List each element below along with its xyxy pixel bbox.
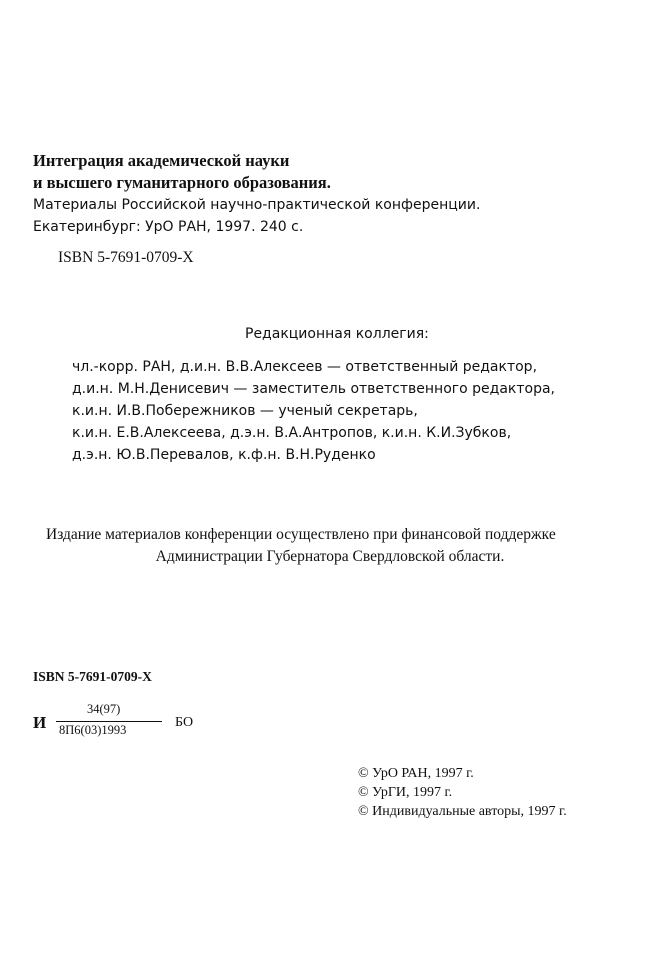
- editorial-board-heading: Редакционная коллегия:: [245, 326, 429, 342]
- book-title-line-1: Интеграция академической науки: [33, 151, 290, 170]
- editorial-board-line: к.и.н. И.В.Побережников — ученый секретарь,: [72, 403, 418, 419]
- isbn-bottom: ISBN 5-7691-0709-X: [33, 669, 152, 684]
- editorial-board-line: к.и.н. Е.В.Алексеева, д.э.н. В.А.Антропов, к.и.н. К.И.Зубков,: [72, 425, 512, 441]
- book-subtitle: Материалы Российской научно-практической конференции.: [33, 197, 481, 213]
- classification-denominator: 8П6(03)1993: [59, 723, 127, 737]
- copyright-line: © УрО РАН, 1997 г.: [358, 766, 474, 781]
- copyright-line: © Индивидуальные авторы, 1997 г.: [358, 804, 567, 819]
- copyright-line: © УрГИ, 1997 г.: [358, 785, 453, 800]
- isbn-top: ISBN 5-7691-0709-X: [58, 249, 194, 266]
- classification-suffix: БО: [175, 715, 194, 730]
- editorial-board-line: чл.-корр. РАН, д.и.н. В.В.Алексеев — ответственный редактор,: [72, 359, 538, 375]
- book-imprint: Екатеринбург: УрО РАН, 1997. 240 с.: [33, 219, 304, 235]
- editorial-board-line: д.и.н. М.Н.Денисевич — заместитель ответственного редактора,: [72, 381, 555, 397]
- book-title-line-2: и высшего гуманитарного образования.: [33, 173, 331, 192]
- classification-fraction-bar: [56, 721, 162, 722]
- funding-note-line-1: Издание материалов конференции осуществлено при финансовой поддержке: [46, 526, 556, 543]
- funding-note-line-2: Администрации Губернатора Свердловской области.: [155, 548, 505, 565]
- classification-numerator: 34(97): [87, 702, 121, 716]
- editorial-board-line: д.э.н. Ю.В.Перевалов, к.ф.н. В.Н.Руденко: [72, 447, 376, 463]
- classification-letter: И: [33, 713, 47, 732]
